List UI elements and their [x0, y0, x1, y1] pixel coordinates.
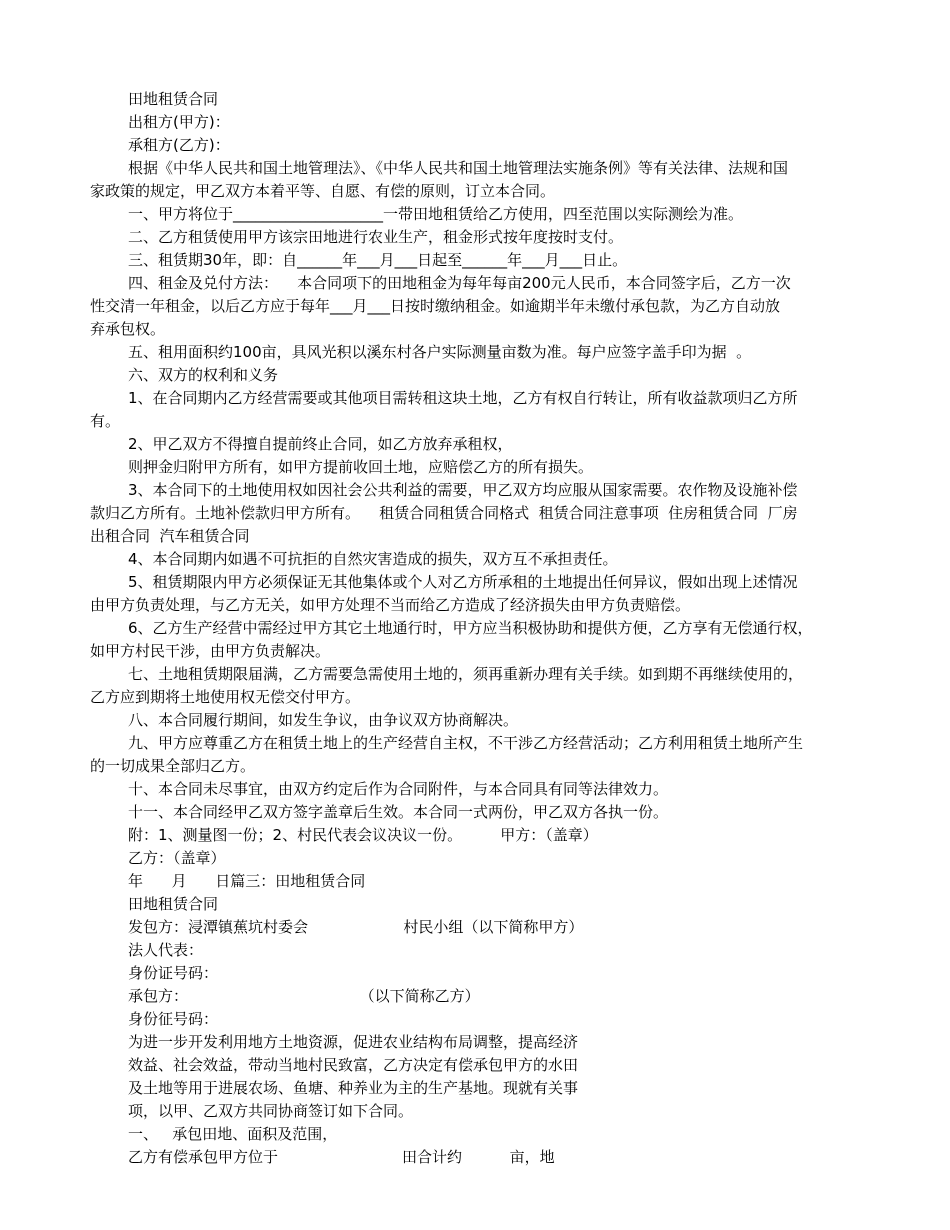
- doc-line: 五、租用面积约100亩，具风光积以溪东村各户实际测量亩数为准。每户应签字盖手印为据 。: [128, 343, 752, 361]
- doc-title-2: 田地租赁合同: [128, 895, 219, 913]
- doc-line: 4、本合同期内如遇不可抗拒的自然灾害造成的损失，双方互不承担责任。: [128, 550, 618, 568]
- doc-line: 6、乙方生产经营中需经过甲方其它土地通行时，甲方应当积极协助和提供方便，乙方享有无偿通行权，: [128, 619, 813, 637]
- doc-line: 九、甲方应尊重乙方在租赁土地上的生产经营自主权，不干涉乙方经营活动；乙方利用租赁土地所产生: [128, 734, 804, 752]
- section-heading: 一、 承包田地、面积及范围，: [128, 1125, 338, 1143]
- doc-line: 二、乙方租赁使用甲方该宗田地进行农业生产，租金形式按年度按时支付。: [128, 228, 624, 246]
- doc-line: 如甲方村民干涉，由甲方负责解决。: [90, 642, 331, 660]
- doc-line: 十一、本合同经甲乙双方签字盖章后生效。本合同一式两份，甲乙双方各执一份。: [128, 803, 669, 821]
- section-heading: 六、双方的权利和义务: [128, 366, 279, 384]
- document-body: [90, 88, 866, 1169]
- doc-line: 三、租赁期30年，即：自______年___月___日起至______年___月___日止。: [128, 251, 628, 269]
- doc-line: 七、土地租赁期限届满，乙方需要急需使用土地的，须再重新办理有关手续。如到期不再继续使用的，: [128, 665, 804, 683]
- doc-line: 有。: [90, 412, 121, 430]
- doc-line: 乙方有偿承包甲方位于 田合计约 亩，地: [128, 1148, 555, 1166]
- id-number-line: 身份证号码：: [128, 964, 219, 982]
- doc-title: 田地租赁合同: [128, 90, 219, 108]
- doc-line: 为进一步开发利用地方土地资源，促进农业结构布局调整，提高经济: [128, 1033, 579, 1051]
- doc-line: 由甲方负责处理，与乙方无关，如甲方处理不当而给乙方造成了经济损失由甲方负责赔偿。: [90, 596, 691, 614]
- doc-line: 十、本合同未尽事宜，由双方约定后作为合同附件，与本合同具有同等法律效力。: [128, 780, 669, 798]
- doc-line: 1、在合同期内乙方经营需要或其他项目需转租这块土地，乙方有权自行转让，所有收益款项归乙方所: [128, 389, 798, 407]
- doc-line: 3、本合同下的土地使用权如因社会公共利益的需要，甲乙双方均应服从国家需要。农作物及设施补偿: [128, 481, 798, 499]
- lessor-line: 出租方(甲方)：: [128, 113, 230, 131]
- contractor-line: 发包方：浸潭镇蕉坑村委会 村民小组（以下简称甲方）: [128, 918, 584, 936]
- doc-line: 家政策的规定，甲乙双方本着平等、自愿、有偿的原则，订立本合同。: [90, 182, 556, 200]
- id-number-line-2: 身份征号码：: [128, 1010, 219, 1028]
- doc-line: 性交清一年租金，以后乙方应于每年___月___日按时缴纳租金。如逾期半年未缴付承包款，为乙方自动放: [90, 297, 781, 315]
- doc-line: 项，以甲、乙双方共同协商签订如下合同。: [128, 1102, 414, 1120]
- legal-rep-line: 法人代表：: [128, 941, 204, 959]
- appendix-line: 附：1、测量图一份；2、村民代表会议决议一份。 甲方：（盖章）: [128, 826, 598, 844]
- doc-line: 乙方应到期将土地使用权无偿交付甲方。: [90, 688, 361, 706]
- doc-line: 则押金归附甲方所有，如甲方提前收回土地，应赔偿乙方的所有损失。: [128, 458, 594, 476]
- signature-line: 乙方：（盖章）: [128, 849, 226, 867]
- doc-line: 一、甲方将位于____________________一带田地租赁给乙方使用，四至范围以实际测绘为准。: [128, 205, 744, 223]
- lessee-line: 承租方(乙方)：: [128, 136, 230, 154]
- doc-line: 效益、社会效益，带动当地村民致富，乙方决定有偿承包甲方的水田: [128, 1056, 579, 1074]
- doc-line: 及土地等用于进展农场、鱼塘、种养业为主的生产基地。现就有关事: [128, 1079, 579, 1097]
- doc-line: 出租合同 汽车租赁合同: [90, 527, 250, 545]
- doc-line: 四、租金及兑付方法： 本合同项下的田地租金为每年每亩200元人民币，本合同签字后，乙方一次: [128, 274, 791, 292]
- doc-line: 2、甲乙双方不得擅自提前终止合同，如乙方放弃承租权，: [128, 435, 513, 453]
- doc-line: 八、本合同履行期间，如发生争议，由争议双方协商解决。: [128, 711, 519, 729]
- doc-line: 款归乙方所有。土地补偿款归甲方所有。 租赁合同租赁合同格式 租赁合同注意事项 住房租赁合同 厂房: [90, 504, 798, 522]
- doc-line: 的一切成果全部归乙方。: [90, 757, 256, 775]
- doc-line: 弃承包权。: [90, 320, 166, 338]
- doc-line: 根据《中华人民共和国土地管理法》、《中华人民共和国土地管理法实施条例》等有关法律、法规和国: [128, 159, 789, 177]
- contractee-line: 承包方： （以下简称乙方）: [128, 987, 480, 1005]
- date-line: 年 月 日篇三：田地租赁合同: [128, 872, 366, 890]
- doc-line: 5、租赁期限内甲方必须保证无其他集体或个人对乙方所承租的土地提出任何异议，假如出现上述情况: [128, 573, 798, 591]
